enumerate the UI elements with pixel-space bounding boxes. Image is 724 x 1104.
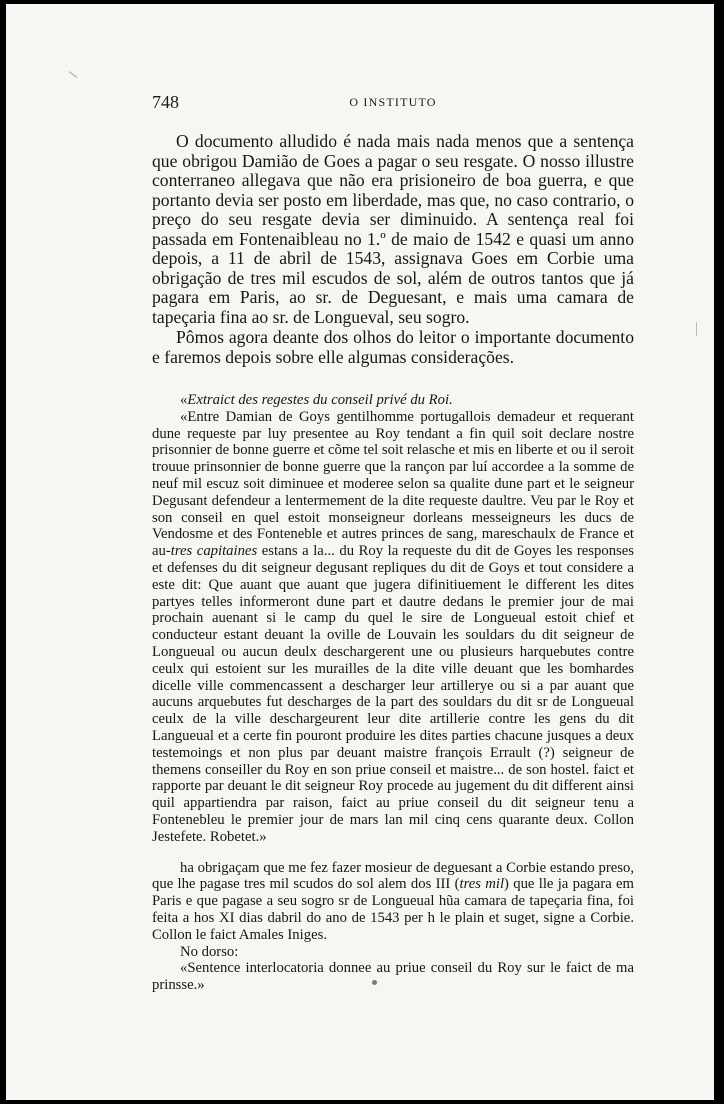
journal-title: O INSTITUTO: [349, 95, 437, 109]
paragraph: O documento alludido é nada mais nada menos que a sentença que obrigou Damião de Goes a pagar o seu resgate. O nosso illustre conterraneo allegava que não era prisioneiro de boa guerra, e que portanto devia ser posto em liberdade, mas que, no caso contrario, o preço do seu resgate devia ser diminuido. A sentença real foi passada em Fontenaibleau no 1.º de maio de 1542 e quasi um anno depois, a 11 de abril de 1543, assignava Goes em Corbie uma obrigação de tres mil escudos de sol, além de outros tantos que já pagara em Paris, ao sr. de Deguesant, e mais uma camara de tapeçaria fina ao sr. de Longueval, seu sogro.: [152, 131, 634, 327]
running-header: [152, 92, 634, 112]
page-number: 748: [152, 92, 179, 112]
quoted-document: [152, 392, 634, 994]
ink-speck: [372, 980, 377, 985]
scan-mark: [696, 322, 697, 336]
document-title: Extraict des regestes du conseil privé du Roi.: [187, 392, 453, 408]
scanned-page: [6, 4, 714, 1100]
document-heading: [152, 392, 634, 409]
paragraph: Pômos agora deante dos olhos do leitor o importante documento e faremos depois sobre elle algumas considerações.: [152, 327, 634, 367]
dorso-label: No dorso:: [180, 943, 239, 960]
scan-mark: [69, 71, 78, 78]
sentence-note: «Sentence interlocatoria donnee au priue conseil du Roy sur le faict de ma prinsse.»: [152, 960, 634, 994]
obligation-paragraph: ha obrigaçam que me fez fazer mosieur de deguesant a Corbie estando preso, que lhe pagase tres mil scudos do sol alem dos III (tres mil) que lle ja pagara em Paris e que pagase a seu sogro sr de Longueual hũa camara de tapeçaria fina, foi feita a hos XI dias dabril do ano de 1543 per h le plain et suget, signe a Corbie. Collon le faict Amales Iniges.: [152, 859, 634, 943]
quote-mark: «: [180, 392, 188, 408]
document-body: «Entre Damian de Goys gentilhomme portugallois demadeur et requerant dune requeste par luy presentee au Roy tendant a fin quil soit declare nostre prisonnier de bonne guerre et cõme tel soit relasche et mis en liberte et ou il seroit trouue prinsonnier de bonne guerre que la rançon par luí accordee a la somme de neuf mil escuz soit diminuee et moderee selon sa qualite dune part et le seigneur Degusant defendeur a lentermement de la dite requeste daultre. Veu par le Roy et son conseil en quel estoit monseigneur dorleans messeigneurs les ducs de Vendosme et des Fonteneble et autres princes de sang, mareschaulx de France et au-tres capitaines estans a la... du Roy la requeste du dit de Goyes les responses et defenses du dit seigneur degusant repliques du dit de Goys et tout considere a este dit: Que auant que auant que jugera difinitiuement le different les dites partyes telles informeront dune part et dautre dedans le premier jour de mai prochain auenant si le camp du quel le sire de Longueual estoit chief et conducteur estant deuant la oville de Louvain les souldars du dit seigneur de Longueual ou aucun deulx deschargerent une ou plusieurs harquebutes contre ceulx qui estoient sur les murailles de la dite ville deuant que les bomhardes dicelle ville commencassent a descharger leur artillerye ou si a par auant que aucuns arquebutes fut descharges de la part des souldars du dit sr de Longueual ceulx de la ville deschargeurent leur dite artillerie contre les gens du dit Langueual et a certe fin pouront produire les dites parties chacune jusques a deux testemoings et non plus par deuant maistre françois Errault (?) seigneur de themens conseiller du Roy en son priue conseil et maistre... de son hostel. faict et rapporte par deuant le dit seigneur Roy procede au jugement du dit different ainsi quil appartiendra par raison, faict au priue conseil du dit seigneur tenu a Fontenebleu le premier jour de mars lan mil cinq cens quarante deux. Collon Jestefete. Robetet.»: [152, 408, 634, 845]
main-text: [152, 132, 634, 368]
